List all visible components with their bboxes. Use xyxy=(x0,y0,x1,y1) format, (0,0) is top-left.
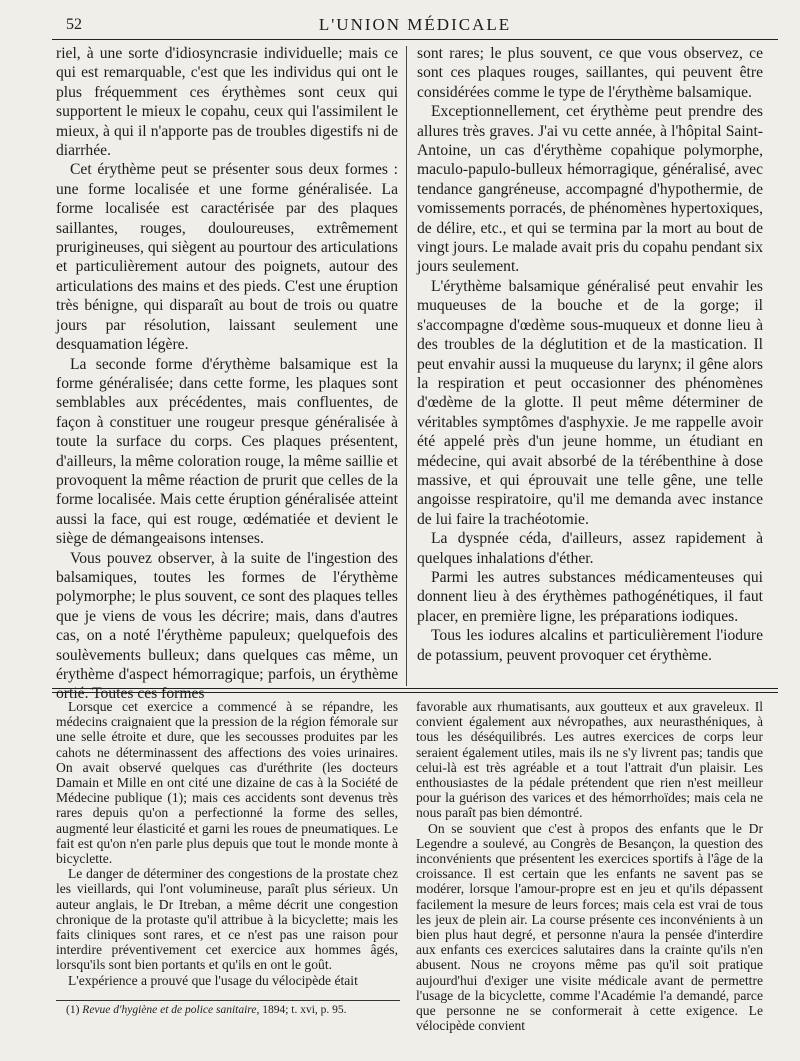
paragraph: La dyspnée céda, d'ailleurs, assez rapidement à quelques inhalations d'éther. xyxy=(417,530,763,567)
paragraph: L'expérience a prouvé que l'usage du vélocipède était xyxy=(68,972,358,988)
section-rule xyxy=(52,692,778,693)
footnote-marker: (1) xyxy=(66,1004,80,1016)
paragraph: Lorsque cet exercice a commencé à se répandre, les médecins craignaient que la pression de la région fémorale sur une selle étroite et dure, que les secousses produites par les cahots ne déterminassent des affections des voies urinaires. On avait observé quelques cas d'uréthrite (les docteurs Damain et Mille en ont cité une dizaine de cas à la Société de Médecine publique (1); mais ces accidents sont devenus très rares depuis qu'on a perfectionné la forme des selles, augmenté leur élasticité et garni les roues de pneumatiques. Le fait est qu'on n'en parle plus depuis que tout le monde monte à bicyclette. xyxy=(56,699,398,867)
footnote xyxy=(66,1004,398,1016)
footnote-source: Revue d'hygiène et de police sanitaire xyxy=(82,1004,257,1016)
running-title: L'UNION MÉDICALE xyxy=(318,15,512,34)
running-header xyxy=(52,12,778,36)
paragraph: L'érythème balsamique généralisé peut envahir les muqueuses de la bouche et de la gorge; il s'accompagne d'œdème sous-muqueux et donne lieu à des troubles de la déglutition et de la mastication. Il peut envahir aussi la muqueuse du larynx; il gêne alors la respiration et peut occasionner des phénomènes d'œdème de la glotte. Il peut même déterminer de véritables symptômes d'asphyxie. Je me rappelle avoir été appelé près d'un jeune homme, un étudiant en médecine, qui avait absorbé de la térébenthine à dose massive, et qui éprouvait une telle gêne, une telle angoisse respiratoire, qu'il me demanda avec instance de lui faire la trachéotomie. xyxy=(417,277,763,528)
paragraph: riel, à une sorte d'idiosyncrasie individuelle; mais ce qui est remarquable, c'est que les individus qui ont le plus fréquemment ces érythèmes sont ceux qui supportent le mieux le copahu, ceux qui l'assimilent le mieux, à qui il n'apporte pas de troubles digestifs ni de diarrhée. xyxy=(56,45,398,160)
paragraph: On se souvient que c'est à propos des enfants que le Dr Legendre a soulevé, au Congrès de Besançon, la question des inconvénients que présentent les exercices sportifs à l'âge de la croissance. Il est certain que les enfants ne savent pas se modérer, lorsque l'amour-propre est en jeu et qu'ils dépassent facilement la mesure de leurs forces; mais cela est vrai de tous les jeux de plein air. La course présente ces inconvénients à un bien plus haut degré, et personne n'aura la pensée d'interdire aux enfants ces exercices salutaires dans la crainte qu'ils n'en abusent. Nous ne croyons même pas qu'il soit pratique aujourd'hui d'exiger une visite médicale avant de permettre l'usage de la bicyclette, comme l'Académie l'a demandé, parce que personne ne se conformerait à cette exigence. Le vélocipède convient xyxy=(416,820,763,1034)
footnote-ref: , 1894; t. xvi, p. 95. xyxy=(256,1004,347,1016)
page-number: 52 xyxy=(66,16,82,33)
upper-right-column xyxy=(417,44,763,665)
paragraph: sont rares; le plus souvent, ce que vous observez, ce sont ces plaques rouges, saillantes, qui peuvent être considérées comme le type de l'érythème balsamique. xyxy=(417,45,763,101)
paragraph: La seconde forme d'érythème balsamique est la forme généralisée; dans cette forme, les plaques sont semblables aux précédentes, mais confluentes, de façon à constituer une rougeur presque généralisée à toute la surface du corps. Ces plaques présentent, d'ailleurs, la même coloration rouge, la même saillie et provoquent la même réaction de prurit que celles de la forme localisée. Mais cette éruption généralisée atteint aussi la face, qui est rouge, œdématiée et devient le siège de démangeaisons intenses. xyxy=(56,355,398,548)
upper-left-column xyxy=(56,44,398,704)
paragraph: Cet érythème peut se présenter sous deux formes : une forme localisée et une forme généralisée. La forme localisée est caractérisée par des plaques saillantes, rouges, douloureuses, extrêmement prurigineuses, qui siègent au pourtour des articulations et particulièrement autour des poignets, autour des articulations des mains et des pieds. C'est une éruption très bénigne, qui disparaît au bout de trois ou quatre jours par résolution, laissant seulement une desquamation légère. xyxy=(56,161,398,354)
header-rule xyxy=(52,39,778,40)
column-divider xyxy=(406,46,407,686)
paragraph: favorable aux rhumatisants, aux goutteux et aux graveleux. Il convient également aux névropathes, aux neurasthéniques, à tous les déséquilibrés. Les autres exercices de corps leur seraient également utiles, mais ils ne s'y livrent pas; tandis que celui-là est très agréable et a tout l'attrait d'un plaisir. Les enthousiastes de la pédale prétendent que rien n'est meilleur pour la guérison des varices et des hémorrhoïdes; mais cela ne nous paraît pas bien démontré. xyxy=(416,699,763,821)
lower-right-column xyxy=(416,699,763,1033)
paragraph: Parmi les autres substances médicamenteuses qui donnent lieu à des érythèmes pathogénétiques, il faut placer, en première ligne, les préparations iodiques. xyxy=(417,568,763,625)
paragraph: Le danger de déterminer des congestions de la prostate chez les vieillards, qui l'ont volumineuse, paraît plus sérieux. Un auteur anglais, le Dr Itreban, a même décrit une congestion chronique de la protaste qu'il attribue à la bicyclette; mais les faits cliniques sont rares, et ce n'est pas une raison pour interdire préventivement cet exercice aux hommes âgés, lorsqu'ils sont bien portants et qu'ils en ont le goût. xyxy=(56,866,398,973)
lower-left-column xyxy=(56,699,398,988)
paragraph: Tous les iodures alcalins et particulièrement l'iodure de potassium, peuvent provoquer cet érythème. xyxy=(417,627,763,664)
paragraph: Vous pouvez observer, à la suite de l'ingestion des balsamiques, toutes les formes de l'érythème polymorphe; le plus souvent, ce sont des plaques telles que je viens de vous les décrire; mais, dans d'autres cas, on a noté l'érythème papuleux; quelquefois des soulèvements bulleux; dans quelques cas même, un érythème d'aspect hémorragique; parfois, un érythème ortié. Toutes ces formes xyxy=(56,549,398,703)
section-rule xyxy=(52,688,778,689)
paragraph: Exceptionnellement, cet érythème peut prendre des allures très graves. J'ai vu cette année, à l'hôpital Saint-Antoine, un cas d'érythème copahique polymorphe, maculo-papulo-bulleux hémorragique, généralisé, avec tendance gangréneuse, accompagné d'hypothermie, de vomissements porracés, de phénomènes hypertoxiques, de délire, etc., et qui se termina par la mort au bout de vingt jours. Le malade avait pris du copahu pendant six jours seulement. xyxy=(417,103,763,276)
footnote-rule xyxy=(56,1000,400,1001)
